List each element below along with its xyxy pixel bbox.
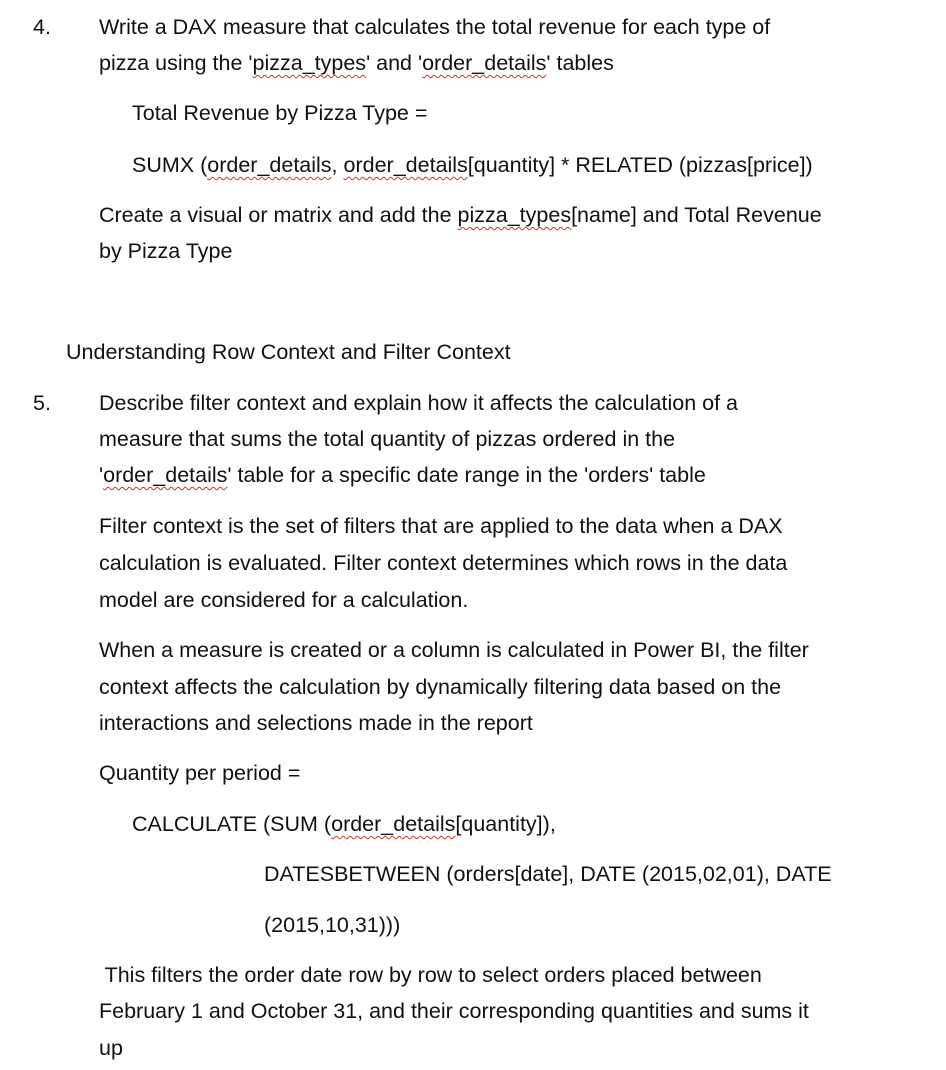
formula-4-line-1: Total Revenue by Pizza Type = — [132, 101, 428, 125]
paragraph-1-line-3: model are considered for a calculation. — [99, 588, 469, 612]
paragraph-3-line-1: This filters the order date row by row to select orders placed between — [99, 963, 762, 987]
paragraph-3-line-2: February 1 and October 31, and their corresponding quantities and sums it — [99, 999, 809, 1023]
formula-5-line-4: (2015,10,31))) — [264, 913, 401, 937]
formula-5-line-1: Quantity per period = — [99, 761, 301, 785]
paragraph-1-line-2: calculation is evaluated. Filter context determines which rows in the data — [99, 551, 788, 575]
question-4-line-1: Write a DAX measure that calculates the total revenue for each type of — [99, 15, 771, 39]
formula-5-line-3: DATESBETWEEN (orders[date], DATE (2015,02,01), DATE — [264, 862, 832, 886]
spellcheck-word[interactable]: order_details — [331, 812, 456, 836]
spellcheck-word[interactable]: order_details — [207, 153, 332, 177]
formula-4-line-2: SUMX (order_details, order_details[quantity] * RELATED (pizzas[price]) — [132, 153, 813, 177]
paragraph-2-line-3: interactions and selections made in the report — [99, 711, 533, 735]
spellcheck-word[interactable]: order_details — [422, 51, 547, 75]
spellcheck-word[interactable]: order_details — [343, 153, 468, 177]
note-4-line-2: by Pizza Type — [99, 239, 233, 263]
question-number-5: 5. — [33, 391, 51, 415]
section-heading: Understanding Row Context and Filter Context — [66, 340, 511, 364]
question-5-line-3: 'order_details' table for a specific date range in the 'orders' table — [99, 463, 706, 487]
question-5-line-1: Describe filter context and explain how it affects the calculation of a — [99, 391, 738, 415]
paragraph-2-line-2: context affects the calculation by dynamically filtering data based on the — [99, 675, 782, 699]
question-number-4: 4. — [33, 15, 51, 39]
paragraph-2-line-1: When a measure is created or a column is calculated in Power BI, the filter — [99, 638, 809, 662]
spellcheck-word[interactable]: pizza_types — [457, 203, 572, 227]
paragraph-3-line-3: up — [99, 1036, 123, 1060]
spellcheck-word[interactable]: order_details — [103, 463, 228, 487]
note-4-line-1: Create a visual or matrix and add the pizza_types[name] and Total Revenue — [99, 203, 822, 227]
question-5-line-2: measure that sums the total quantity of pizzas ordered in the — [99, 427, 676, 451]
paragraph-1-line-1: Filter context is the set of filters that are applied to the data when a DAX — [99, 514, 783, 538]
question-4-line-2: pizza using the 'pizza_types' and 'order_details' tables — [99, 51, 614, 75]
formula-5-line-2: CALCULATE (SUM (order_details[quantity]), — [132, 812, 556, 836]
spellcheck-word[interactable]: pizza_types — [252, 51, 367, 75]
